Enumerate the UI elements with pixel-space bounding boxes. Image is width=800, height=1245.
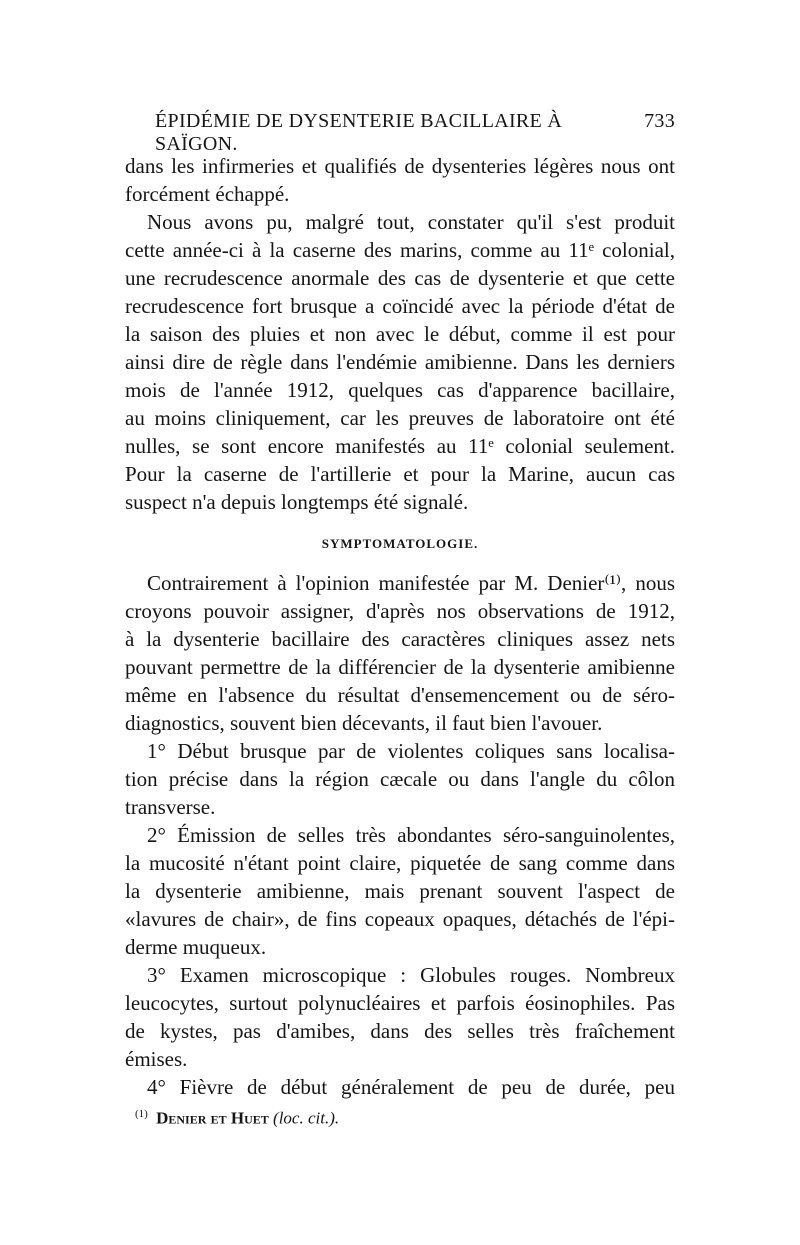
text-line: 1° Début brusque par de violentes coliques sans localisa- <box>147 739 675 763</box>
text-line: dans les infirmeries et qualifiés de dysenteries légères nous ont <box>125 154 675 178</box>
text-line: suspect n'a depuis longtemps été signalé. <box>125 490 469 514</box>
text-line: émises. <box>125 1047 188 1071</box>
text-line: au moins cliniquement, car les preuves de laboratoire ont été <box>125 406 675 430</box>
footnote <box>135 1108 339 1129</box>
text-line: une recrudescence anormale des cas de dysenterie et que cette <box>125 266 675 290</box>
text-line: ainsi dire de règle dans l'endémie amibienne. Dans les derniers <box>125 350 675 374</box>
text-line: nulles, se sont encore manifestés au 11ᵉ colonial seulement. <box>125 434 675 458</box>
text-line: Contrairement à l'opinion manifestée par M. Denier⁽¹⁾, nous <box>147 571 675 595</box>
text-line: forcément échappé. <box>125 182 290 206</box>
page-number: 733 <box>644 110 675 132</box>
text-line: de kystes, pas d'amibes, dans des selles très fraîchement <box>125 1019 675 1043</box>
running-head <box>125 110 675 155</box>
section-heading: SYMPTOMATOLOGIE. <box>321 536 479 551</box>
footnote-citation: (loc. cit.). <box>273 1108 340 1128</box>
text-line: cette année-ci à la caserne des marins, comme au 11ᵉ colonial, <box>125 238 675 262</box>
text-line: diagnostics, souvent bien décevants, il faut bien l'avouer. <box>125 711 603 735</box>
text-line: la saison des pluies et non avec le début, comme il est pour <box>125 322 675 346</box>
text-line: 3° Examen microscopique : Globules rouges. Nombreux <box>147 963 675 987</box>
text-line: transverse. <box>125 795 216 819</box>
text-line: 2° Émission de selles très abondantes séro-sanguinolentes, <box>147 823 675 847</box>
text-line: Nous avons pu, malgré tout, constater qu'il s'est produit <box>147 210 675 234</box>
text-line: leucocytes, surtout polynucléaires et parfois éosinophiles. Pas <box>125 991 675 1015</box>
text-line: Pour la caserne de l'artillerie et pour la Marine, aucun cas <box>125 462 675 486</box>
body-text-top <box>125 152 675 516</box>
text-line: la dysenterie amibienne, mais prenant souvent l'aspect de <box>125 879 675 903</box>
footnote-authors: Denier et Huet <box>156 1108 269 1128</box>
text-line: même en l'absence du résultat d'ensemencement ou de séro- <box>125 683 675 707</box>
running-title: ÉPIDÉMIE DE DYSENTERIE BACILLAIRE À SAÏGON. <box>155 110 563 155</box>
text-line: croyons pouvoir assigner, d'après nos observations de 1912, <box>125 599 675 623</box>
text-line: à la dysenterie bacillaire des caractères cliniques assez nets <box>125 627 675 651</box>
text-line: 4° Fièvre de début généralement de peu de durée, peu <box>147 1075 675 1099</box>
text-line: «lavures de chair», de fins copeaux opaques, détachés de l'épi- <box>125 907 675 931</box>
text-line: tion précise dans la région cæcale ou dans l'angle du côlon <box>125 767 675 791</box>
text-line: recrudescence fort brusque a coïncidé avec la période d'état de <box>125 294 675 318</box>
footnote-marker: (1) <box>135 1108 148 1120</box>
text-line: pouvant permettre de la différencier de la dysenterie amibienne <box>125 655 675 679</box>
text-line: mois de l'année 1912, quelques cas d'apparence bacillaire, <box>125 378 675 402</box>
text-line: la mucosité n'étant point claire, piquetée de sang comme dans <box>125 851 675 875</box>
text-line: derme muqueux. <box>125 935 267 959</box>
body-text-bottom <box>125 569 675 1101</box>
